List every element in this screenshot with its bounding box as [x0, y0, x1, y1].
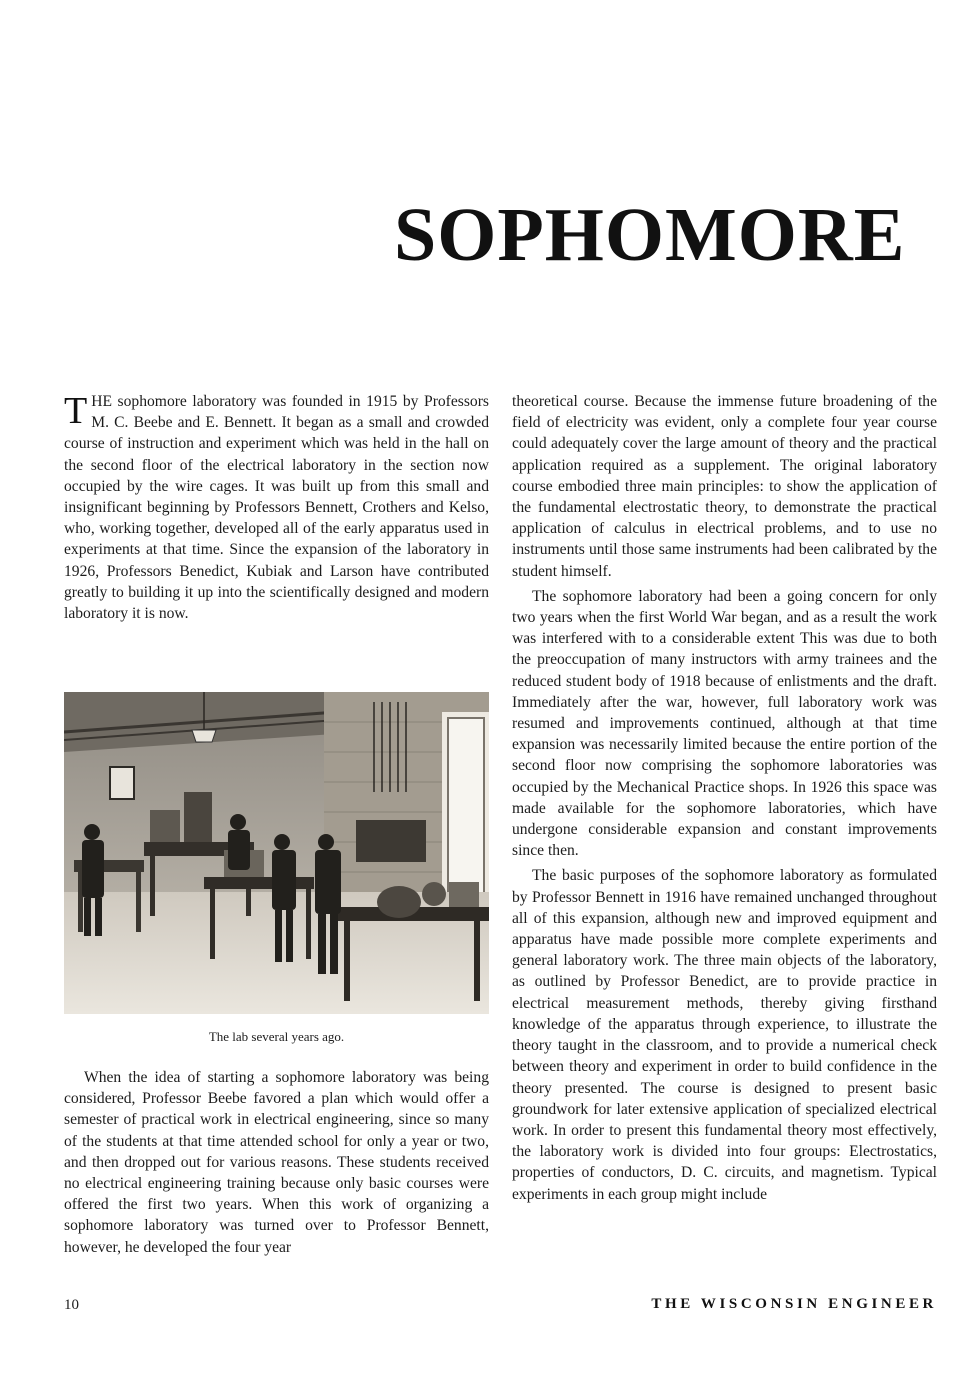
paragraph-2: When the idea of starting a sophomore laboratory was being considered, Professor Beebe favored a plan which would offer a semester of practical work in electrical engineering, since so many of the students at that time attended school for only a year or two, and then dropped out for various reasons. These students received no electrical engineering training because only basic courses were offered the first two years. When this work of organizing a sophomore laboratory was turned over to Professor Bennett, however, he developed the four year — [64, 1069, 489, 1256]
article-column-right — [512, 391, 937, 1205]
intro-text: HE sophomore laboratory was founded in 1915 by Professors M. C. Beebe and E. Bennett. It began as a small and crowded course of instruction and experiment which was held in the hall on the second floor of the electrical laboratory in the section now occupied by the wire cages. It was built up from this small and insignificant beginning by Professors Bennett, Crothers and Kelso, who, working together, developed all of the early apparatus used in experiments at that time. Since the expansion of the laboratory in 1926, Professors Benedict, Kubiak and Larson have contributed greatly to building it up into the scientifically designed and modern laboratory it is now. — [64, 393, 489, 623]
article-column-left-top — [64, 391, 489, 624]
lab-photo — [64, 692, 489, 1014]
publication-name: THE WISCONSIN ENGINEER — [651, 1296, 937, 1312]
page-number: 10 — [64, 1297, 79, 1313]
paragraph-3: The sophomore laboratory had been a going concern for only two years when the first World War began, and as a result the work was interfered with to a considerable extent This was due to both the preoccupation of many instructors with army trainees and the reduced student body of 1918 because of enlistments and the draft. Immediately after the war, however, full laboratory work was resumed and improvements continued, although at that time expansion was necessarily limited because the entire portion of the second floor now comprising the sophomore laboratories was occupied by the Mechanical Practice shops. In 1926 this space was made available for the sophomore laboratories, which have undergone considerable expansion and constant improvements since then. — [512, 587, 937, 860]
paragraph-2-continued: theoretical course. Because the immense future broadening of the field of electricity was evident, only a complete four year course could adequately cover the large amount of theory and the practical application required as a supplement. The original laboratory course embodied three main principles: to show the application of the fundamental electrostatic theory, to demonstrate the practical application of calculus in electrical problems, and to use no instruments until those same instruments had been calibrated by the student himself. — [512, 393, 937, 580]
photo-caption: The lab several years ago. — [208, 1029, 345, 1044]
drop-cap: T — [64, 390, 88, 432]
intro-paragraph — [64, 391, 489, 624]
article-column-left-bottom — [64, 1067, 489, 1258]
paragraph-4: The basic purposes of the sophomore laboratory as formulated by Professor Bennett in 1916 have remained unchanged throughout all of this expansion, although new and improved equipment and apparatus have made possible more complete experiments and general laboratory work. The three main objects of the laboratory, as outlined by Professor Benedict, are to provide practice in electrical measurement methods, thereby giving firsthand knowledge of the apparatus through experience, to illustrate the theory taught in the classroom, and to provide a numerical check between theory and experiment in order to build confidence in the theory presented. The course is designed to present basic groundwork for later extensive application of specialized electrical work. In order to present this fundamental theory most effectively, the laboratory work is divided into four groups: Electrostatics, properties of conductors, D. C. circuits, and magnetism. Typical experiments in each group might include — [512, 867, 937, 1203]
page-title: SOPHOMORE — [394, 193, 906, 277]
lab-photo-illustration — [64, 692, 489, 1014]
